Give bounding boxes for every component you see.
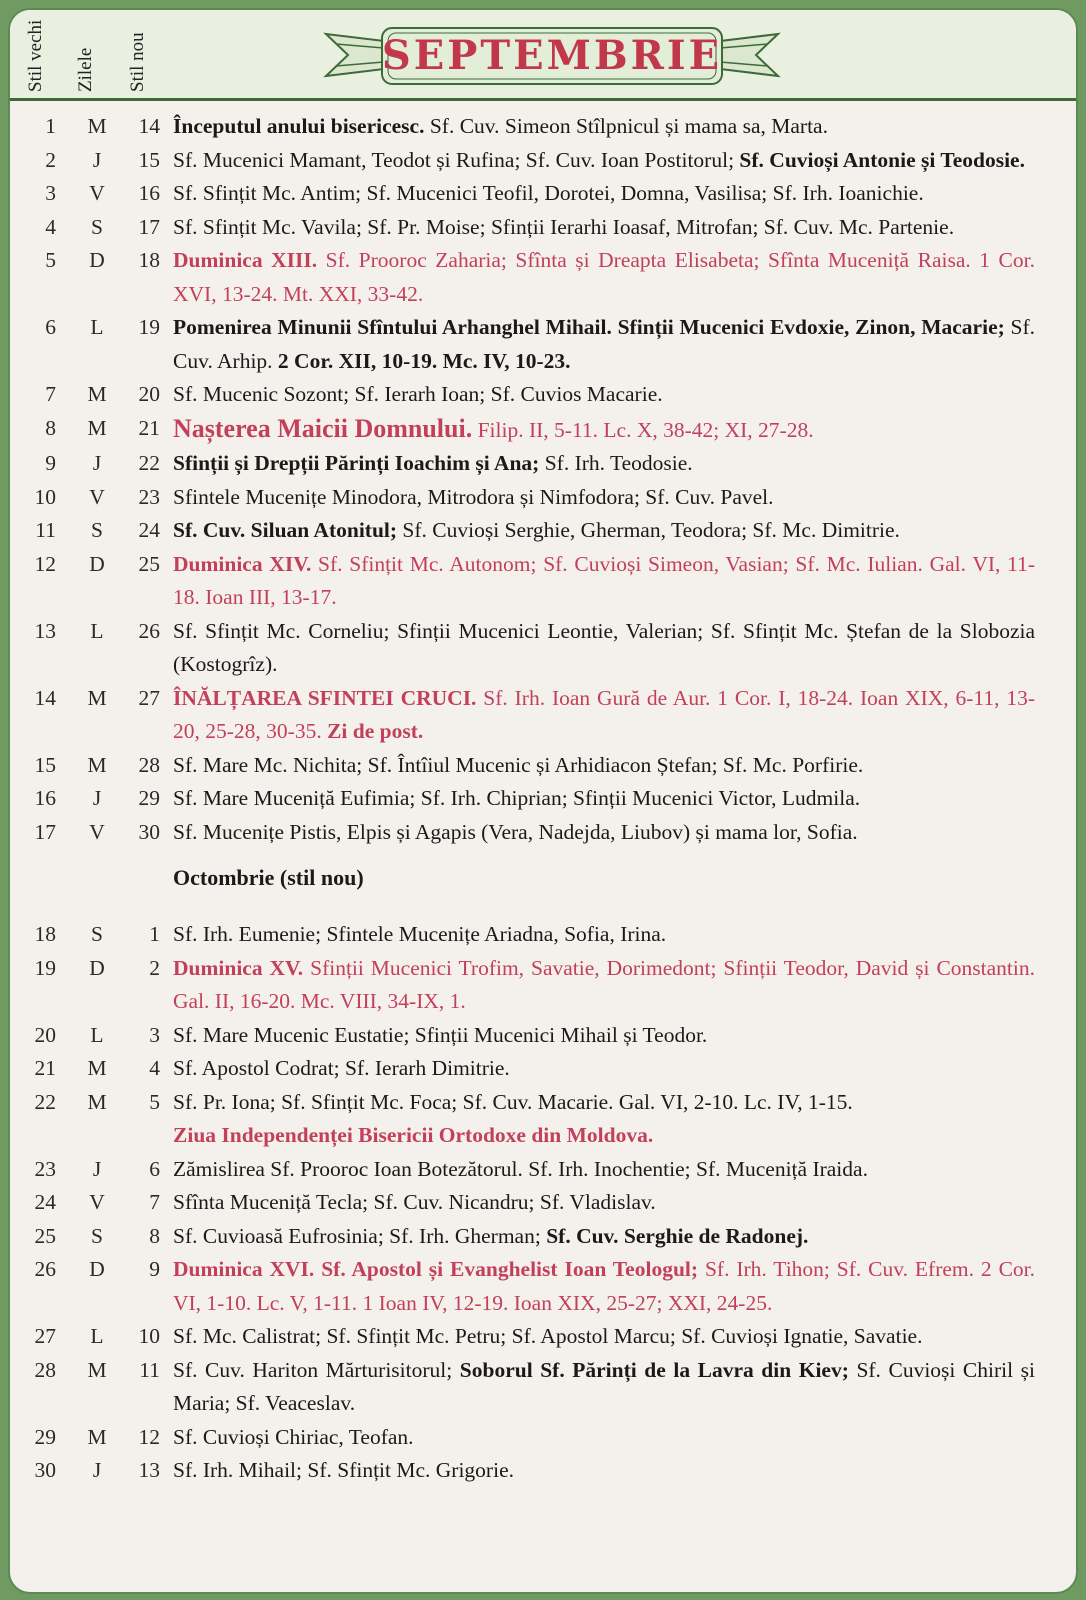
commemoration-text: [173, 1019, 1035, 1053]
calendar-row: [10, 412, 1076, 448]
old-style-day-number: 22: [34, 1089, 56, 1114]
old-style-day-number: 23: [34, 1156, 56, 1181]
weekday-letter: L: [90, 315, 104, 339]
weekday-letter: S: [91, 518, 103, 542]
calendar-row: [10, 1454, 1076, 1488]
weekday-letter: D: [89, 248, 105, 272]
commemoration-text: [173, 177, 1035, 211]
text-segment: Sf. Apostol Codrat; Sf. Ierarh Dimitrie.: [173, 1056, 510, 1080]
new-style-day-number: 7: [149, 1190, 160, 1214]
old-style-day-number: 10: [34, 484, 56, 509]
commemoration-text: [173, 378, 1035, 412]
commemoration-text: [173, 1454, 1035, 1488]
text-segment: Sf. Irh. Teodosie.: [539, 451, 693, 475]
text-segment: Sf. Cuvioși Antonie și Teodosie.: [739, 147, 1025, 172]
commemoration-text: [173, 1086, 1035, 1153]
weekday-letter: J: [92, 1156, 102, 1181]
calendar-row: [10, 144, 1076, 178]
calendar-row: [10, 514, 1076, 548]
new-style-day-number: 28: [138, 752, 160, 777]
commemoration-text: [173, 1320, 1035, 1354]
new-style-day-number: 14: [138, 114, 160, 138]
calendar-row: [10, 447, 1076, 481]
commemoration-text: [173, 447, 1035, 481]
new-style-day-number: 6: [149, 1156, 160, 1181]
new-style-day-number: 29: [138, 786, 160, 810]
text-segment: Sf. Cuvioși Chiriac, Teofan.: [173, 1424, 414, 1449]
weekday-letter: S: [91, 1223, 103, 1248]
weekday-letter: V: [89, 181, 105, 205]
text-segment: Începutul anului bisericesc.: [173, 114, 425, 138]
calendar-row: [10, 816, 1076, 850]
text-segment: Sf. Cuvioși Chiril și Maria; Sf. Veaceslav.: [173, 1357, 1035, 1415]
weekday-letter: V: [89, 1190, 105, 1214]
old-style-day-number: 21: [34, 1056, 56, 1080]
new-style-day-number: 18: [138, 248, 160, 272]
text-segment: Sfintele Mucenițe Minodora, Mitrodora și Nimfodora; Sf. Cuv. Pavel.: [173, 484, 774, 509]
weekday-letter: J: [92, 1458, 102, 1482]
text-segment: Ziua Independenței Bisericii Ortodoxe din Moldova.: [173, 1123, 654, 1147]
weekday-letter: M: [87, 1357, 107, 1382]
commemoration-text: [173, 1220, 1035, 1254]
weekday-letter: S: [91, 922, 103, 946]
weekday-letter: J: [92, 451, 102, 475]
weekday-letter: S: [91, 214, 103, 239]
commemoration-text: [173, 682, 1035, 749]
new-style-day-number: 23: [138, 484, 160, 509]
text-segment: Duminica XIV.: [173, 551, 312, 576]
new-style-day-number: 17: [138, 214, 160, 239]
text-segment: Sf. Sfințit Mc. Antim; Sf. Mucenici Teofil, Dorotei, Domna, Vasilisa; Sf. Irh. Ioanichie.: [173, 181, 924, 205]
calendar-row: [10, 177, 1076, 211]
weekday-letter: M: [87, 1424, 107, 1449]
weekday-letter: M: [87, 415, 107, 440]
commemoration-text: [173, 749, 1035, 783]
weekday-letter: M: [87, 1089, 107, 1114]
calendar-row: [10, 918, 1076, 952]
text-segment: Sfînta Muceniță Tecla; Sf. Cuv. Nicandru; Sf. Vladislav.: [173, 1190, 656, 1214]
calendar-row: [10, 1220, 1076, 1254]
text-segment: Sf. Cuv. Arhip.: [173, 315, 1036, 373]
calendar-row: [10, 548, 1076, 615]
commemoration-text: [173, 615, 1035, 682]
weekday-letter: M: [87, 752, 107, 777]
new-style-day-number: 16: [138, 181, 160, 205]
new-style-day-number: 21: [138, 415, 160, 440]
old-style-day-number: 8: [45, 415, 56, 440]
new-style-day-number: 25: [138, 551, 160, 576]
old-style-day-number: 19: [34, 955, 56, 980]
old-style-day-number: 2: [45, 147, 56, 172]
new-style-day-number: 1: [149, 922, 160, 946]
new-style-day-number: 8: [149, 1223, 160, 1248]
weekday-letter: D: [89, 955, 105, 980]
text-segment: Sf. Pr. Iona; Sf. Sfințit Mc. Foca; Sf. Cuv. Macarie. Gal. VI, 2-10. Lc. IV, 1-15.: [173, 1089, 853, 1114]
calendar-row: [10, 1019, 1076, 1053]
commemoration-text: [173, 548, 1035, 615]
old-style-day-number: 25: [34, 1223, 56, 1248]
calendar-row: [10, 110, 1076, 144]
calendar-row: [10, 749, 1076, 783]
text-segment: Sf. Mucenic Sozont; Sf. Ierarh Ioan; Sf. Cuvios Macarie.: [173, 382, 663, 406]
weekday-letter: D: [89, 551, 105, 576]
text-segment: Soborul Sf. Părinți de la Lavra din Kiev;: [459, 1357, 849, 1382]
calendar-row: [10, 782, 1076, 816]
column-header-zilele: Zilele: [75, 47, 96, 92]
text-segment: Sf. Mc. Calistrat; Sf. Sfințit Mc. Petru; Sf. Apostol Marcu; Sf. Cuvioși Ignatie, Savatie.: [173, 1324, 923, 1348]
column-header-stil-nou: Stil nou: [127, 32, 148, 92]
text-segment: Duminica XV.: [173, 955, 304, 980]
weekday-letter: V: [89, 484, 105, 509]
text-segment: Sf. Irh. Tihon; Sf. Cuv. Efrem. 2 Cor. VI, 1-10. Lc. V, 1-11. 1 Ioan IV, 12-19. Ioan XIX, 25-27; XXI, 24-25.: [173, 1257, 1036, 1315]
new-style-day-number: 2: [149, 955, 160, 980]
text-segment: Sf. Cuv. Simeon Stîlpnicul și mama sa, Marta.: [424, 114, 828, 138]
text-segment: 2 Cor. XII, 10-19. Mc. IV, 10-23.: [277, 348, 571, 373]
weekday-letter: M: [87, 382, 107, 406]
commemoration-text: [173, 481, 1035, 515]
old-style-day-number: 24: [34, 1190, 56, 1214]
calendar-list: [10, 110, 1076, 1488]
weekday-letter: J: [92, 147, 102, 172]
text-segment: Sf. Irh. Mihail; Sf. Sfințit Mc. Grigorie.: [173, 1458, 514, 1482]
text-segment: Filip. II, 5-11. Lc. X, 38-42; XI, 27-28.: [472, 417, 814, 442]
column-header-stil-vechi: Stil vechi: [25, 19, 46, 92]
text-segment: Sf. Sfințit Mc. Vavila; Sf. Pr. Moise; Sfinții Ierarhi Ioasaf, Mitrofan; Sf. Cuv. Mc. Partenie.: [173, 214, 955, 239]
text-segment: Nașterea Maicii Domnului.: [173, 413, 473, 443]
month-title: SEPTEMBRIE: [381, 32, 723, 79]
commemoration-text: [173, 1153, 1035, 1187]
commemoration-text: [173, 144, 1035, 178]
text-segment: Pomenirea Minunii Sfîntului Arhanghel Mihail. Sfinții Mucenici Evdoxie, Zinon, Macarie;: [173, 315, 1005, 339]
weekday-letter: D: [89, 1257, 105, 1281]
old-style-day-number: 29: [34, 1424, 56, 1449]
new-style-day-number: 11: [139, 1357, 160, 1382]
text-segment: ÎNĂLȚAREA SFINTEI CRUCI.: [173, 685, 477, 710]
old-style-day-number: 12: [34, 551, 56, 576]
section-heading: Octombrie (stil nou): [173, 865, 364, 890]
commemoration-text: [173, 211, 1035, 245]
new-style-day-number: 20: [138, 382, 160, 406]
calendar-page: [8, 8, 1078, 1594]
text-segment: Sf. Sfințit Mc. Autonom; Sf. Cuvioși Simeon, Vasian; Sf. Mc. Iulian. Gal. VI, 11-18. Ioan III, 13-17.: [173, 551, 1035, 609]
old-style-day-number: 28: [34, 1357, 56, 1382]
calendar-row: [10, 1421, 1076, 1455]
old-style-day-number: 1: [45, 114, 56, 138]
new-style-day-number: 22: [138, 451, 160, 475]
calendar-row: [10, 1354, 1076, 1421]
weekday-letter: L: [90, 1022, 104, 1047]
text-segment: Duminica XVI. Sf. Apostol și Evanghelist Ioan Teologul;: [173, 1257, 699, 1281]
weekday-letter: V: [89, 819, 105, 844]
commemoration-text: [173, 110, 1035, 144]
calendar-row: [10, 1052, 1076, 1086]
old-style-day-number: 30: [34, 1458, 56, 1482]
text-segment: Sf. Mucenici Mamant, Teodot și Rufina; Sf. Cuv. Ioan Postitorul;: [173, 147, 740, 172]
commemoration-text: [173, 1253, 1035, 1320]
text-segment: Sf. Mucenițe Pistis, Elpis și Agapis (Vera, Nadejda, Liubov) și mama lor, Sofia.: [173, 819, 858, 844]
old-style-day-number: 20: [34, 1022, 56, 1047]
calendar-row: [10, 311, 1076, 378]
commemoration-text: [173, 816, 1035, 850]
old-style-day-number: 27: [34, 1324, 56, 1348]
new-style-day-number: 10: [138, 1324, 160, 1348]
text-segment: Sfinții și Drepții Părinți Ioachim și Ana;: [173, 451, 540, 475]
calendar-row: [10, 1320, 1076, 1354]
new-style-day-number: 9: [149, 1257, 160, 1281]
new-style-day-number: 27: [138, 685, 160, 710]
new-style-day-number: 15: [138, 147, 160, 172]
text-segment: Sf. Cuv. Hariton Mărturisitorul;: [173, 1357, 460, 1382]
new-style-day-number: 30: [138, 819, 160, 844]
commemoration-text: [173, 244, 1035, 311]
commemoration-text: [173, 952, 1035, 1019]
new-style-day-number: 3: [149, 1022, 160, 1047]
calendar-row: [10, 1253, 1076, 1320]
calendar-row: [10, 481, 1076, 515]
old-style-day-number: 5: [45, 248, 56, 272]
text-segment: Sf. Prooroc Zaharia; Sfînta și Dreapta Elisabeta; Sfînta Muceniță Raisa. 1 Cor. XVI, 13-24. Mt. XXI, 33-42.: [173, 248, 1035, 306]
new-style-day-number: 4: [149, 1056, 160, 1080]
old-style-day-number: 14: [34, 685, 56, 710]
text-segment: Sf. Mare Mc. Nichita; Sf. Întîiul Mucenic și Arhidiacon Ștefan; Sf. Mc. Porfirie.: [173, 752, 864, 777]
text-segment: Sf. Irh. Eumenie; Sfintele Mucenițe Ariadna, Sofia, Irina.: [173, 922, 667, 946]
text-segment: Sf. Cuv. Serghie de Radonej.: [546, 1223, 809, 1248]
calendar-row: [10, 244, 1076, 311]
old-style-day-number: 9: [45, 451, 56, 475]
calendar-row: [10, 1153, 1076, 1187]
calendar-row: [10, 1086, 1076, 1153]
text-segment: Sf. Cuv. Siluan Atonitul;: [173, 518, 398, 542]
calendar-row: [10, 378, 1076, 412]
commemoration-text: [173, 311, 1035, 378]
calendar-row: [10, 682, 1076, 749]
weekday-letter: J: [92, 786, 102, 810]
old-style-day-number: 3: [45, 181, 56, 205]
old-style-day-number: 17: [34, 819, 56, 844]
commemoration-text: [173, 918, 1035, 952]
weekday-letter: M: [87, 685, 107, 710]
new-style-day-number: 24: [138, 518, 160, 542]
commemoration-text: [173, 1354, 1035, 1421]
new-style-day-number: 12: [138, 1424, 160, 1449]
old-style-day-number: 6: [45, 315, 56, 339]
old-style-day-number: 16: [34, 786, 56, 810]
text-segment: Zi de post.: [327, 719, 424, 743]
text-segment: Sf. Sfințit Mc. Corneliu; Sfinții Mucenici Leontie, Valerian; Sf. Sfințit Mc. Ștefan de la Slobozia (Kostogrîz).: [173, 618, 1035, 676]
text-segment: Sf. Cuvioși Serghie, Gherman, Teodora; Sf. Mc. Dimitrie.: [397, 518, 900, 542]
old-style-day-number: 15: [34, 752, 56, 777]
commemoration-text: [173, 1186, 1035, 1220]
text-segment: Zămislirea Sf. Prooroc Ioan Botezătorul. Sf. Irh. Inochentie; Sf. Muceniță Iraida.: [173, 1156, 868, 1181]
commemoration-text: [173, 1052, 1035, 1086]
old-style-day-number: 26: [34, 1257, 56, 1281]
old-style-day-number: 11: [35, 518, 56, 542]
calendar-header: [10, 10, 1076, 101]
weekday-letter: L: [90, 618, 104, 643]
new-style-day-number: 26: [138, 618, 160, 643]
calendar-row: [10, 615, 1076, 682]
month-banner: [322, 20, 782, 90]
commemoration-text: [173, 782, 1035, 816]
commemoration-text: [173, 1421, 1035, 1455]
text-segment: Sfinții Mucenici Trofim, Savatie, Dorimedont; Sfinții Teodor, David și Constantin. Gal. II, 16-20. Mc. VIII, 34-IX, 1.: [173, 955, 1036, 1013]
old-style-day-number: 7: [45, 382, 56, 406]
calendar-row: [10, 952, 1076, 1019]
weekday-letter: M: [87, 114, 107, 138]
old-style-day-number: 13: [34, 618, 56, 643]
old-style-day-number: 18: [34, 922, 56, 946]
weekday-letter: L: [90, 1324, 104, 1348]
text-segment: Sf. Mare Muceniță Eufimia; Sf. Irh. Chiprian; Sfinții Mucenici Victor, Ludmila.: [173, 786, 861, 810]
weekday-letter: M: [87, 1056, 107, 1080]
text-segment: Sf. Cuvioasă Eufrosinia; Sf. Irh. Gherman;: [173, 1223, 547, 1248]
text-segment: Duminica XIII.: [173, 248, 318, 272]
text-segment: Sf. Mare Mucenic Eustatie; Sfinții Mucenici Mihail și Teodor.: [173, 1022, 708, 1047]
text-segment: Sf. Irh. Ioan Gură de Aur. 1 Cor. I, 18-24. Ioan XIX, 6-11, 13-20, 25-28, 30-35.: [173, 685, 1035, 743]
commemoration-text: [173, 514, 1035, 548]
commemoration-text: [173, 412, 1035, 448]
old-style-day-number: 4: [45, 214, 56, 239]
calendar-row: [10, 1186, 1076, 1220]
calendar-row: [10, 211, 1076, 245]
new-style-day-number: 13: [138, 1458, 160, 1482]
new-style-day-number: 5: [149, 1089, 160, 1114]
new-style-day-number: 19: [138, 315, 160, 339]
